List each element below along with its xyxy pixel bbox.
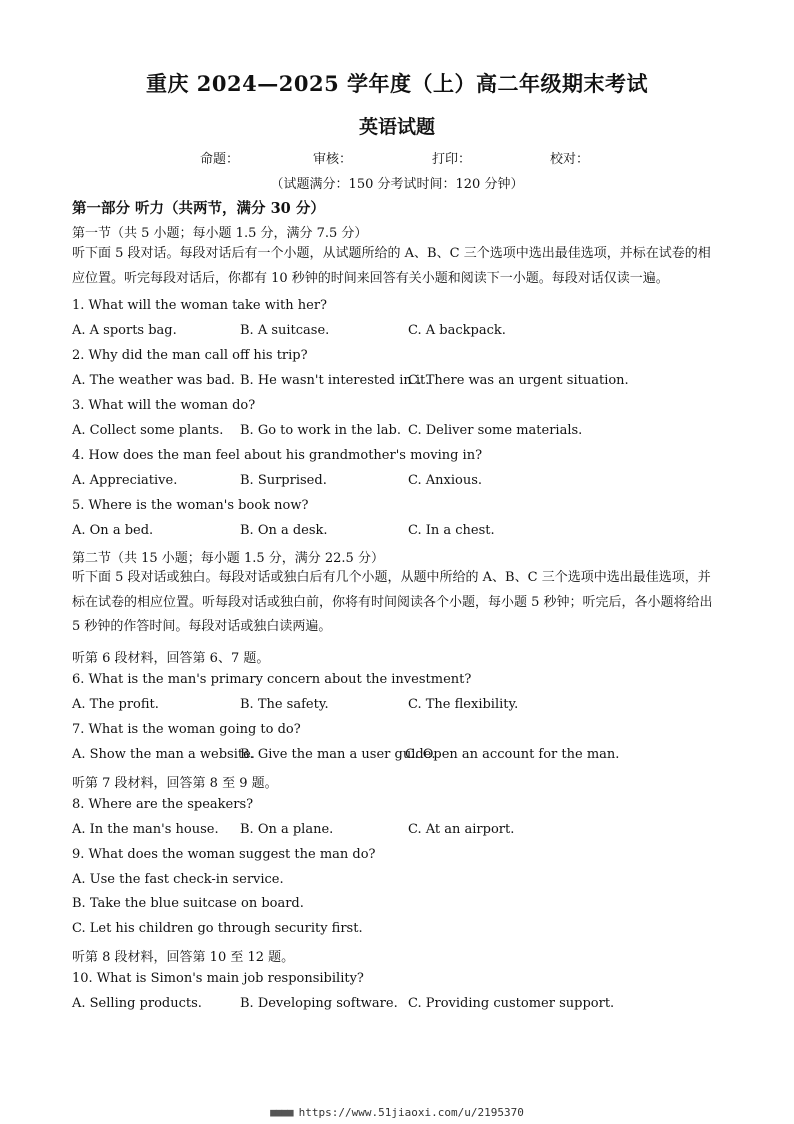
question-4: 4. How does the man feel about his grandmother's moving in? (72, 448, 483, 463)
role-proposer: 命题： (200, 152, 240, 167)
q2-option-b: B. He wasn't interested in it. (240, 373, 430, 388)
q6-option-c: C. The flexibility. (408, 697, 519, 712)
role-printer: 打印： (432, 152, 472, 167)
section1-directions: 听下面 5 段对话。每段对话后有一个小题，从试题所给的 A、B、C 三个选项中选出最佳选项，并标在试卷的相应位置。听完每段对话后，你都有 10 秒钟的时间来回答有关小题和阅读下一小题。每段对话仅读一遍。 (72, 246, 711, 286)
question-2: 2. Why did the man call off his trip? (72, 348, 308, 363)
q2-option-a: A. The weather was bad. (72, 373, 235, 388)
q1-option-a: A. A sports bag. (72, 323, 177, 338)
q8-option-c: C. At an airport. (408, 822, 515, 837)
question-1: 1. What will the woman take with her? (72, 298, 328, 313)
footer-watermark (0, 1106, 794, 1119)
exam-subtitle: 英语试题 (358, 116, 435, 138)
q2-option-c: C. There was an urgent situation. (408, 373, 629, 388)
q5-option-a: A. On a bed. (72, 523, 154, 538)
section2-directions: 听下面 5 段对话或独白。每段对话或独白后有几个小题，从题中所给的 A、B、C 三个选项中选出最佳选项，并标在试卷的相应位置。听每段对话或独白前，你将有时间阅读各个小题，每小题 5 秒钟；听完后，各小题将给出 5 秒钟的作答时间。每段对话或独白读两遍。 (72, 570, 713, 634)
q7-option-b: B. Give the man a user guide. (240, 747, 436, 762)
role-reviewer: 审核： (313, 152, 353, 167)
role-proofreader: 校对： (550, 152, 590, 167)
question-10: 10. What is Simon's main job responsibility? (72, 971, 364, 986)
question-5: 5. Where is the woman's book now? (72, 498, 309, 513)
q9-option-c: C. Let his children go through security first. (72, 921, 363, 936)
material-6-instruction: 听第 6 段材料，回答第 6、7 题。 (72, 651, 270, 666)
q3-option-a: A. Collect some plants. (72, 423, 224, 438)
part1-title: 第一部分 听力（共两节，满分 30 分） (72, 200, 325, 217)
q10-option-b: B. Developing software. (240, 996, 398, 1011)
exam-title: 重庆 2024—2025 学年度（上）高二年级期末考试 (145, 71, 648, 96)
score-time-note: （试题满分：150 分考试时间：120 分钟） (270, 177, 524, 192)
q7-option-c: C. Open an account for the man. (405, 747, 620, 762)
q9-option-b: B. Take the blue suitcase on board. (72, 896, 304, 911)
footer-url-link[interactable]: https://www.51jiaoxi.com/u/2195370 (298, 1106, 524, 1119)
question-8: 8. Where are the speakers? (72, 797, 254, 812)
q1-option-c: C. A backpack. (408, 323, 506, 338)
q7-option-a: A. Show the man a website. (72, 747, 255, 762)
section1-title: 第一节（共 5 小题；每小题 1.5 分，满分 7.5 分） (72, 226, 368, 241)
q6-option-a: A. The profit. (72, 697, 159, 712)
question-9: 9. What does the woman suggest the man do? (72, 847, 376, 862)
material-7-instruction: 听第 7 段材料，回答第 8 至 9 题。 (72, 776, 278, 791)
footer-logo-marks: ■■■■ (270, 1106, 293, 1119)
q10-option-a: A. Selling products. (72, 996, 202, 1011)
q4-option-b: B. Surprised. (240, 473, 327, 488)
question-3: 3. What will the woman do? (72, 398, 256, 413)
q8-option-b: B. On a plane. (240, 822, 334, 837)
q1-option-b: B. A suitcase. (240, 323, 330, 338)
q10-option-c: C. Providing customer support. (408, 996, 615, 1011)
q6-option-b: B. The safety. (240, 697, 329, 712)
question-6: 6. What is the man's primary concern about the investment? (72, 672, 472, 687)
question-7: 7. What is the woman going to do? (72, 722, 301, 737)
q5-option-b: B. On a desk. (240, 523, 328, 538)
q4-option-c: C. Anxious. (408, 473, 483, 488)
q5-option-c: C. In a chest. (408, 523, 495, 538)
q8-option-a: A. In the man's house. (72, 822, 219, 837)
q9-option-a: A. Use the fast check-in service. (72, 872, 284, 887)
section2-title: 第二节（共 15 小题；每小题 1.5 分，满分 22.5 分） (72, 551, 384, 566)
q3-option-b: B. Go to work in the lab. (240, 423, 401, 438)
q3-option-c: C. Deliver some materials. (408, 423, 583, 438)
material-8-instruction: 听第 8 段材料，回答第 10 至 12 题。 (72, 950, 295, 965)
q4-option-a: A. Appreciative. (72, 473, 178, 488)
